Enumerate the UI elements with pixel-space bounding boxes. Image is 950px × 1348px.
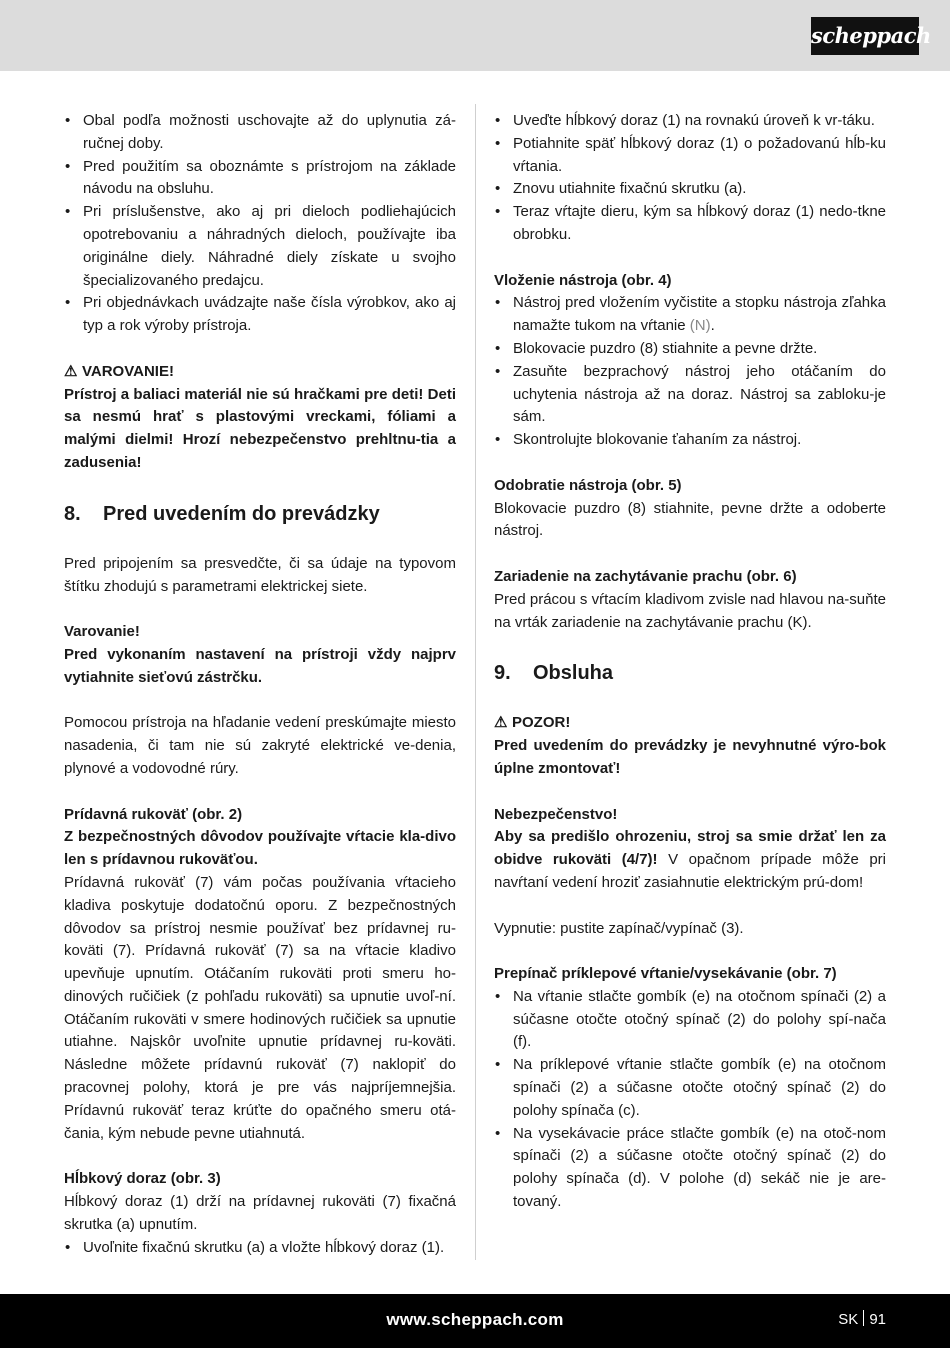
list-item: • Pri príslušenstve, ako aj pri dieloch podliehajúcich opotrebovaniu a náhradných dieloch, používajte iba originálne diely. Náhradné diely získate u svojho špecializovaného predajcu. (64, 201, 456, 292)
paragraph: Pred pripojením sa presvedčte, či sa údaje na typovom štítku zhodujú s parametrami elektrickej siete. (64, 554, 456, 595)
list-item: • Na vŕtanie stlačte gombík (e) na otočnom spínači (2) a súčasne otočte otočný spínač (2) do polohy spí-nača (f). (494, 986, 886, 1054)
footer-bar (0, 1294, 950, 1348)
bold-paragraph: Pred uvedením do prevádzky je nevyhnutné výro-bok úplne zmontovať! (494, 737, 886, 777)
list-item: • Uvoľnite fixačnú skrutku (a) a vložte hĺbkový doraz (1). (64, 1237, 456, 1260)
list-item: • Obal podľa možnosti uschovajte až do uplynutia zá-ručnej doby. (64, 110, 456, 156)
subheading: Varovanie! (64, 623, 140, 641)
subheading: Zariadenie na zachytávanie prachu (obr. 6) (494, 567, 797, 585)
warning-text: Prístroj a baliaci materiál nie sú hračkami pre deti! Deti sa nesmú hrať s plastovými vreckami, fóliami a malými dielmi! Hrozí nebezpečenstvo prehltnu-tia a zadusenia! (64, 385, 456, 471)
subheading: Vloženie nástroja (obr. 4) (494, 271, 672, 289)
list-item: • Pri objednávkach uvádzajte naše čísla výrobkov, ako aj typ a rok výroby prístroja. (64, 292, 456, 338)
section-9-heading (494, 660, 886, 686)
paragraph: Vypnutie: pustite zapínač/vypínač (3). (494, 919, 744, 937)
warning-heading (64, 361, 456, 384)
danger-text: V opačnom prípade môže pri navŕtaní vedení hroziť zasiahnutie elektrickým prú-dom! (494, 851, 887, 891)
list-item: • Zasuňte bezprachový nástroj jeho otáčaním do uchytenia nástroja až na doraz. Nástroj sa zabloku-je sám. (494, 361, 886, 429)
list-item: • Pred použitím sa oboznámte s prístrojom na základe návodu na obsluhu. (64, 156, 456, 202)
section-8-heading (64, 501, 456, 527)
page-number: 91 (869, 1311, 886, 1328)
paragraph: Pred prácou s vŕtacím kladivom zvisle nad hlavou na-suňte na vrták zariadenie na zachytávanie prachu (K). (494, 590, 886, 631)
subheading: Odobratie nástroja (obr. 5) (494, 476, 682, 494)
separator (863, 1310, 864, 1326)
section-title: Pred uvedením do prevádzky (103, 502, 380, 525)
insert-list (494, 292, 886, 452)
list-item: • Na príklepové vŕtanie stlačte gombík (e) na otočnom spínači (2) a súčasne otočte otočný spínač (2) do polohy spínača (c). (494, 1054, 886, 1122)
depth-list (64, 1237, 456, 1260)
subheading: Prídavná rukoväť (obr. 2) (64, 805, 243, 823)
list-item: • Skontrolujte blokovanie ťahaním za nástroj. (494, 429, 886, 452)
list-item: • Znovu utiahnite fixačnú skrutku (a). (494, 178, 886, 201)
mode-list (494, 986, 886, 1214)
part-reference: (N) (689, 317, 711, 335)
list-item: • Na vysekávacie práce stlačte gombík (e) na otoč-nom spínači (2) a súčasne otočte otočný spínač (2) do polohy spínača (d). V polohe (d) sekáč nie je are-tovaný. (494, 1123, 886, 1214)
brand-logo: scheppach (811, 17, 919, 55)
bold-paragraph: Z bezpečnostných dôvodov používajte vŕtacie kla-divo len s prídavnou rukoväťou. (64, 828, 456, 869)
packaging-list (64, 110, 456, 338)
depth-list-continued (494, 110, 886, 247)
subheading: Nebezpečenstvo! (494, 805, 618, 823)
section-number: 8. (64, 502, 81, 525)
warning-title: VAROVANIE! (82, 362, 174, 380)
subheading: Hĺbkový doraz (obr. 3) (64, 1170, 221, 1188)
left-column (64, 110, 456, 1259)
paragraph: Hĺbkový doraz (1) drží na prídavnej rukoväti (7) fixačná skrutka (a) upnutím. (64, 1193, 456, 1233)
list-item: • Blokovacie puzdro (8) stiahnite a pevne držte. (494, 338, 886, 361)
bold-paragraph: Pred vykonaním nastavení na prístroji vždy najprv vytiahnite sieťovú zástrčku. (64, 645, 456, 686)
page-indicator (838, 1309, 886, 1332)
list-item: • Uveďte hĺbkový doraz (1) na rovnakú úroveň k vr-táku. (494, 110, 886, 133)
paragraph (494, 826, 886, 894)
paragraph: Prídavná rukoväť (7) vám počas používania vŕtacieho kladiva poskytuje dodatočnú oporu. Z bezpečnostných dôvodov sa prístroj nesmie používať bez prídavnej ru-koväti (7). Prídavná rukoväť (7) sa na vŕtacie kladivo upevňuje upnutím. Otáčaním rukoväti proti smeru ho-dinových ručičiek (z pohľadu rukoväti) sa upnutie uvoľ-ní. Otáčaním rukoväti v smere hodinových ručičiek sa upnutie utiahne. Najskôr uvoľnite upnutie prídavnej ru-koväti. Následne môžete prídavnú rukoväť (7) naklopiť do pracovnej polohy, ktorá je pre vás najpríjemnejšia. Prídavnú rukoväť teraz krúťte do opačného smeru otá-čania, kým nebude pevne utiahnutá. (64, 873, 456, 1142)
subheading: Prepínač príklepové vŕtanie/vysekávanie (obr. 7) (494, 965, 837, 983)
list-item: • Nástroj pred vložením vyčistite a stopku nástroja zľahka namažte tukom na vŕtanie (N). (494, 292, 886, 338)
warning-triangle-icon: ⚠ (494, 714, 508, 732)
list-item: • Potiahnite späť hĺbkový doraz (1) o požadovanú hĺb-ku vŕtania. (494, 133, 886, 179)
footer-url[interactable]: www.scheppach.com (386, 1310, 564, 1329)
danger-bold: Aby sa predišlo ohrozeniu, stroj sa smie držať len za obidve rukoväti (4/7)! (494, 828, 886, 869)
language-code: SK (838, 1311, 859, 1328)
paragraph: Blokovacie puzdro (8) stiahnite, pevne držte a odoberte nástroj. (494, 499, 886, 540)
paragraph: Pomocou prístroja na hľadanie vedení preskúmajte miesto nasadenia, či tam nie sú zakryté elektrické ve-denia, plynové a vodovodné rúry. (64, 714, 456, 777)
warning-triangle-icon: ⚠ (64, 362, 78, 380)
caution-title: POZOR! (512, 714, 571, 732)
header-bar (0, 0, 950, 71)
section-number: 9. (494, 662, 511, 685)
list-item: • Teraz vŕtajte dieru, kým sa hĺbkový doraz (1) nedo-tkne obrobku. (494, 201, 886, 247)
column-divider (475, 104, 476, 1260)
caution-heading (494, 712, 886, 735)
section-title: Obsluha (533, 662, 614, 685)
right-column (494, 110, 886, 1214)
